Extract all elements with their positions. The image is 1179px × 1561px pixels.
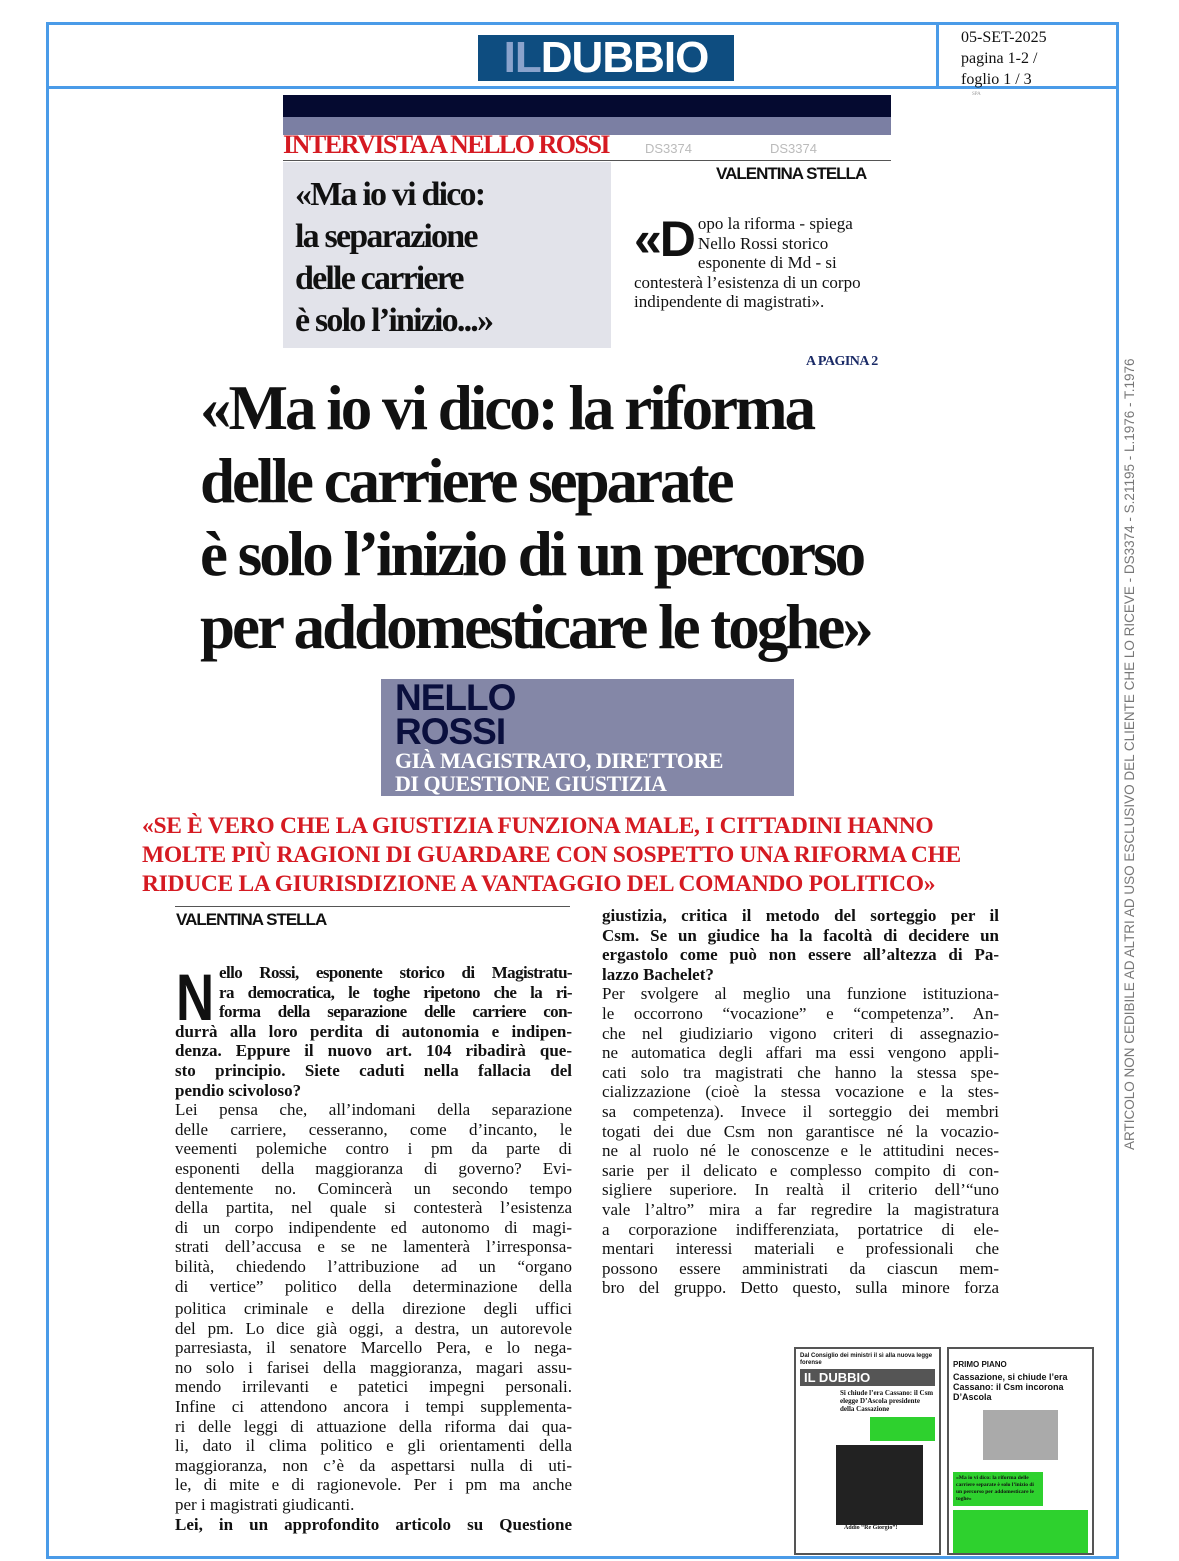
headline-line: per addomesticare le toghe» (200, 592, 871, 662)
article-line: possono essere amministrati da ciascun mem- (602, 1258, 999, 1278)
article-line: per i magistrati giudicanti. (175, 1495, 355, 1515)
top-bar-dark (283, 95, 891, 117)
date-box (936, 22, 1119, 89)
thumb-footer-headline: Addio “Re Giorgio”! (844, 1525, 898, 1531)
article-line: Csm. Se un giudice ha la facoltà di decidere un (602, 925, 999, 945)
article-line: ne automatica degli affari ma essi vengono appli- (602, 1043, 999, 1063)
article-line: esponenti della maggioranza di governo? Evi- (175, 1158, 572, 1178)
article-line: sigliere superiore. In realtà il criterio dell’“uno (602, 1180, 999, 1200)
article-byline: VALENTINA STELLA (176, 910, 327, 929)
article-line: li, dato il clima politico e gli orientamenti della (175, 1436, 572, 1456)
interviewee-role: DI QUESTIONE GIUSTIZIA (395, 771, 667, 796)
pull-quote-line: RIDUCE LA GIURISDIZIONE A VANTAGGIO DEL COMANDO POLITICO» (142, 871, 936, 897)
article-line: maggioranza, non c’è da aspettarsi nulla di uti- (175, 1455, 572, 1475)
article-line: sarie per il delicato e complesso compito di con- (602, 1160, 999, 1180)
thumb-photo (983, 1410, 1058, 1460)
divider (175, 906, 570, 907)
watermark: DS3374 (770, 141, 817, 156)
thumb-section: PRIMO PIANO (953, 1360, 1007, 1369)
article-line: bro del gruppo. Detto questo, sulla minore forza (602, 1278, 999, 1298)
article-line: veementi polemiche contro i pm da parte di (175, 1139, 572, 1159)
article-line: del pm. Lo dice già oggi, a destra, un autorevole (175, 1318, 572, 1338)
watermark: DS3374 (645, 141, 692, 156)
article-line: ne al ruolo né le conoscenze e le attitudini neces- (602, 1141, 999, 1161)
article-line: pendio scivoloso? (175, 1080, 302, 1100)
interviewee-box (381, 679, 794, 796)
article-line: bilità, chiedendo l’attribuzione ad un “organo (175, 1256, 572, 1276)
interviewee-role: GIÀ MAGISTRATO, DIRETTORE (395, 748, 723, 773)
headline-line: delle carriere separate (200, 446, 732, 516)
article-line: giustizia, critica il metodo del sorteggio per il (602, 906, 999, 925)
teaser-byline: VALENTINA STELLA (716, 164, 867, 183)
article-line: sto principio. Siete caduti nella fallacia del (175, 1060, 572, 1080)
article-column-right (602, 906, 999, 1298)
divider (283, 160, 891, 161)
tiny-mark: SPA (972, 92, 981, 97)
article-line: dentemente no. Comincerà un secondo tempo (175, 1178, 572, 1198)
article-dropcap: N (176, 960, 212, 1034)
article-column-left (175, 960, 572, 1534)
logo-dubbio: DUBBIO (540, 33, 709, 82)
teaser-quote-box (283, 162, 611, 348)
article-line: cati solo tra magistrati che hanno la stessa spe- (602, 1062, 999, 1082)
article-line: della partita, nel quale si contesterà l’esistenza (175, 1198, 572, 1218)
page-reference-link[interactable]: A PAGINA 2 (806, 354, 878, 369)
article-line: sa competenza). Invece il sorteggio dei membri (602, 1101, 999, 1121)
article-line: Infine ci attendono ancora i tempi supplementa- (175, 1397, 572, 1417)
article-line: Lei pensa che, all’indomani della separazione (175, 1100, 572, 1120)
article-line: ello Rossi, esponente storico di Magistratu- (219, 963, 572, 982)
interviewee-last-name: ROSSI (395, 711, 506, 752)
thumb-highlight: «Ma io vi dico: la riforma delle carriere separate è solo l’inizio di un percorso per addomesticare le toghe» (953, 1472, 1043, 1506)
article-line: togati dei due Csm non garantisce né la vocazio- (602, 1121, 999, 1141)
logo-il: IL (503, 33, 541, 82)
article-line: ergastolo come può non essere all’altezza di Pa- (602, 945, 999, 965)
article-line: Lei, in un approfondito articolo su Questione (175, 1514, 572, 1534)
article-line: di vertice” politico della determinazione della (175, 1276, 572, 1296)
thumb-headline: Cassazione, si chiude l’era Cassano: il Csm incorona D’Ascola (953, 1372, 1068, 1402)
page-number: pagina 1-2 / (961, 50, 1038, 67)
headline (200, 372, 1000, 664)
article-line: mentari interessi materiali e professionali che (602, 1239, 999, 1259)
article-line: strati dell’accusa e se ne lamenterà l’irresponsa- (175, 1237, 572, 1257)
teaser-quote-line: «Ma io vi dico: (295, 176, 485, 213)
article-line: forma della separazione delle carriere con- (219, 1002, 572, 1022)
teaser-dropcap: «D (634, 211, 694, 267)
article-line: lazzo Bachelet? (602, 964, 714, 984)
article-line: di un corpo indipendente ed autonomo di magi- (175, 1217, 572, 1237)
headline-line: è solo l’inizio di un percorso (200, 519, 864, 589)
article-line: delle carriere, cesseranno, come d’incanto, le (175, 1119, 572, 1139)
article-line: ri delle leggi di attuazione della riforma dai qua- (175, 1416, 572, 1436)
thumb-headline: Si chiude l’era Cassano: il Csm elegge D’Ascola presidente della Cassazione (840, 1389, 934, 1413)
pull-quote-line: MOLTE PIÙ RAGIONI DI GUARDARE CON SOSPETTO UNA RIFORMA CHE (142, 842, 961, 868)
article-line: che nel giudiziario vigono criteri di assegnazio- (602, 1023, 999, 1043)
teaser-quote-line: la separazione (295, 218, 477, 255)
article-line: denza. Eppure il nuovo art. 104 ribadirà que- (175, 1041, 572, 1061)
il-dubbio-logo (478, 35, 734, 81)
article-line: cializzazione (cioè la stessa vocazione e la stes- (602, 1082, 999, 1102)
thumb-highlight-columns (953, 1510, 1088, 1555)
teaser-quote-line: è solo l’inizio...» (295, 302, 493, 339)
thumbnail-front-page[interactable] (794, 1347, 941, 1555)
side-notice: ARTICOLO NON CEDIBILE AD ALTRI AD USO ESCLUSIVO DEL CLIENTE CHE LO RICEVE - DS3374 - S.21195 - L.1976 - T.1976 (1122, 358, 1137, 1150)
article-line: le, di mite e di ragionevole. Per i pm ma anche (175, 1475, 572, 1495)
pull-quote (142, 812, 1042, 899)
thumb-photo (836, 1445, 923, 1525)
article-line: vale l’altro” mira a far regredire la magistratura (602, 1199, 999, 1219)
sheet-number: foglio 1 / 3 (961, 71, 1032, 88)
article-line: politica criminale e della direzione degli uffici (175, 1299, 572, 1319)
thumb-logo: IL DUBBIO (800, 1369, 935, 1386)
article-line: parresiasta, il senatore Marcello Pera, e lo nega- (175, 1338, 572, 1358)
pull-quote-line: «SE È VERO CHE LA GIUSTIZIA FUNZIONA MALE, I CITTADINI HANNO (142, 813, 934, 839)
teaser-quote-line: delle carriere (295, 260, 463, 297)
kicker: INTERVISTA A NELLO ROSSI (283, 130, 610, 159)
article-line: durrà alla loro perdita di autonomia e indipen- (175, 1021, 572, 1041)
article-line: a corporazione indifferenziata, portatrice di ele- (602, 1219, 999, 1239)
thumb-highlight (870, 1417, 935, 1441)
article-line: ra democratica, le toghe ripetono che la ri- (219, 982, 572, 1002)
thumbnail-inner-page[interactable] (947, 1347, 1094, 1555)
article-line: mendo irrilevanti e patetici impegni personali. (175, 1377, 572, 1397)
headline-line: «Ma io vi dico: la riforma (200, 373, 814, 443)
teaser-text (634, 211, 880, 312)
date: 05-SET-2025 (961, 29, 1047, 46)
interviewee-first-name: NELLO (395, 677, 516, 718)
article-line: le occorrono “vocazione” e “competenza”. An- (602, 1003, 999, 1023)
article-line: no solo i farisei della maggioranza, magari assu- (175, 1357, 572, 1377)
thumb-top-headline: Dal Consiglio dei ministri il sì alla nuova legge forense (800, 1353, 933, 1366)
teaser-body: opo la riforma - spiega Nello Rossi storico esponente di Md - si contesterà l’esistenza di un corpo indipendente di magistrati». (634, 214, 861, 311)
article-line: Per svolgere al meglio una funzione istituziona- (602, 984, 999, 1004)
